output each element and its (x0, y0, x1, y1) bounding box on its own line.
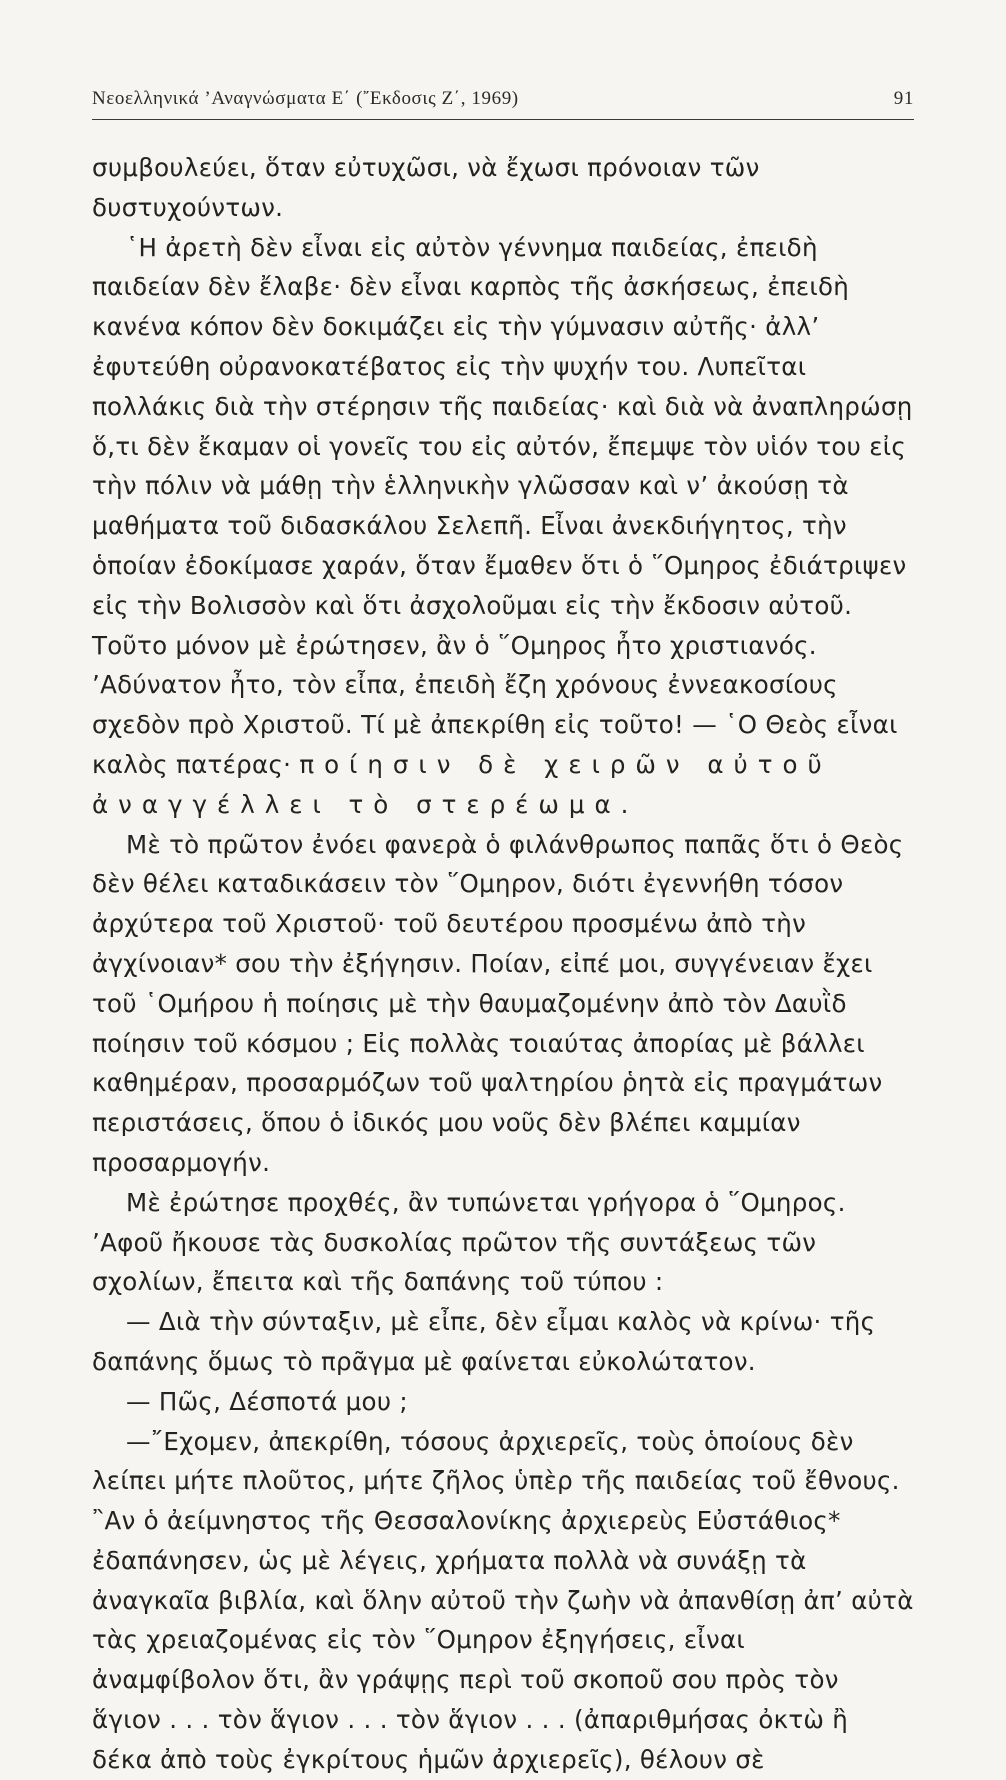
paragraph: συμβουλεύει, ὅταν εὐτυχῶσι, νὰ ἔχωσι πρόνοιαν τῶν δυστυχούντων. (92, 153, 760, 222)
header-title: Νεοελληνικά ’Αναγνώσματα Ε΄ (῎Εκδοσις Ζ΄, 1969) (92, 88, 519, 109)
spaced-quotation: ποίησιν δὲ χειρῶν αὐτοῦ ἀναγγέλλει τὸ στερέωμα. (92, 749, 832, 819)
paragraph-text: ῾Η ἀρετὴ δὲν εἶναι εἰς αὐτὸν γέννημα παιδείας, ἐπειδὴ παιδείαν δὲν ἔλαβε· δὲν εἶναι καρπὸς τῆς ἀσκήσεως, ἐπειδὴ κανένα κόπον δὲν δοκιμάζει εἰς τὴν γύμνασιν αὐτῆς· ἀλλ’ ἐφυτεύθη οὐρανοκατέβατος εἰς τὴν ψυχήν του. Λυπεῖται πολλάκις διὰ τὴν στέρησιν τῆς παιδείας· καὶ διὰ νὰ ἀναπληρώσῃ ὅ,τι δὲν ἔκαμαν οἱ γονεῖς του εἰς αὐτόν, ἔπεμψε τὸν υἱόν του εἰς τὴν πόλιν νὰ μάθῃ τὴν ἑλληνικὴν γλῶσσαν καὶ ν’ ἀκούσῃ τὰ μαθήματα τοῦ διδασκάλου Σελεπῆ. Εἶναι ἀνεκδιήγητος, τὴν ὁποίαν ἐδοκίμασε χαράν, ὅταν ἔμαθεν ὅτι ὁ ῞Ομηρος ἐδιάτριψεν εἰς τὴν Βολισσὸν καὶ ὅτι ἀσχολοῦμαι εἰς τὴν ἔκδοσιν αὐτοῦ. Τοῦτο μόνον μὲ ἐρώτησεν, ἂν ὁ ῞Ομηρος ἦτο χριστιανός. ’Αδύνατον ἦτο, τὸν εἶπα, ἐπειδὴ ἔζη χρόνους ἐννεακοσίους σχεδὸν πρὸ Χριστοῦ. Τί μὲ ἀπεκρίθη εἰς τοῦτο! — ῾Ο Θεὸς εἶναι καλὸς πατέρας· (92, 232, 913, 779)
header-rule (92, 119, 914, 120)
body-text (92, 148, 914, 1780)
dialogue-line: —῎Εχομεν, ἀπεκρίθη, τόσους ἀρχιερεῖς, τοὺς ὁποίους δὲν λείπει μήτε πλοῦτος, μήτε ζῆλος ὑπὲρ τῆς παιδείας τοῦ ἔθνους. ῍Αν ὁ ἀείμνηστος τῆς Θεσσαλονίκης ἀρχιερεὺς Εὐστάθιος* ἐδαπάνησεν, ὡς μὲ λέγεις, χρήματα πολλὰ νὰ συνάξῃ τὰ ἀναγκαῖα βιβλία, καὶ ὅλην αὐτοῦ τὴν ζωὴν νὰ ἀπανθίσῃ ἀπ’ αὐτὰ τὰς χρειαζομένας εἰς τὸν ῞Ομηρον ἐξηγήσεις, εἶναι ἀναμφίβολον ὅτι, ἂν γράψῃς περὶ τοῦ σκοποῦ σου πρὸς τὸν ἅγιον . . . τὸν ἅγιον . . . τὸν ἅγιον . . . (ἀπαριθμήσας ὀκτὼ ἢ δέκα ἀπὸ τοὺς ἐγκρίτους ἡμῶν ἀρχιερεῖς), θέλουν σὲ (92, 1426, 914, 1774)
paragraph: Μὲ τὸ πρῶτον ἐνόει φανερὰ ὁ φιλάνθρωπος παπᾶς ὅτι ὁ Θεὸς δὲν θέλει καταδικάσειν τὸν ῞Ομηρον, διότι ἐγεννήθη τόσον ἀρχύτερα τοῦ Χριστοῦ· τοῦ δευτέρου προσμένω ἀπὸ τὴν ἀγχίνοιαν* σου τὴν ἐξήγησιν. Ποίαν, εἰπέ μοι, συγγένειαν ἔχει τοῦ ῾Ομήρου ἡ ποίησις μὲ τὴν θαυμαζομένην ἀπὸ τὸν Δαυῒδ ποίησιν τοῦ κόσμου ; Εἰς πολλὰς τοιαύτας ἀπορίας μὲ βάλλει καθημέραν, προσαρμόζων τοῦ ψαλτηρίου ῥητὰ εἰς πραγμάτων περιστάσεις, ὅπου ὁ ἰδικός μου νοῦς δὲν βλέπει καμμίαν προσαρμογήν. (92, 829, 904, 1177)
running-header (92, 88, 914, 110)
paragraph: Μὲ ἐρώτησε προχθές, ἂν τυπώνεται γρήγορα ὁ ῞Ομηρος. ’Αφοῦ ἤκουσε τὰς δυσκολίας πρῶτον τῆς συντάξεως τῶν σχολίων, ἔπειτα καὶ τῆς δαπάνης τοῦ τύπου : (92, 1187, 846, 1297)
paragraph (92, 228, 914, 825)
dialogue-line: — Διὰ τὴν σύνταξιν, μὲ εἶπε, δὲν εἶμαι καλὸς νὰ κρίνω· τῆς δαπάνης ὅμως τὸ πρᾶγμα μὲ φαίνεται εὐκολώτατον. (92, 1307, 876, 1376)
dialogue-line: — Πῶς, Δέσποτά μου ; (126, 1386, 408, 1416)
page-number: 91 (893, 88, 914, 109)
